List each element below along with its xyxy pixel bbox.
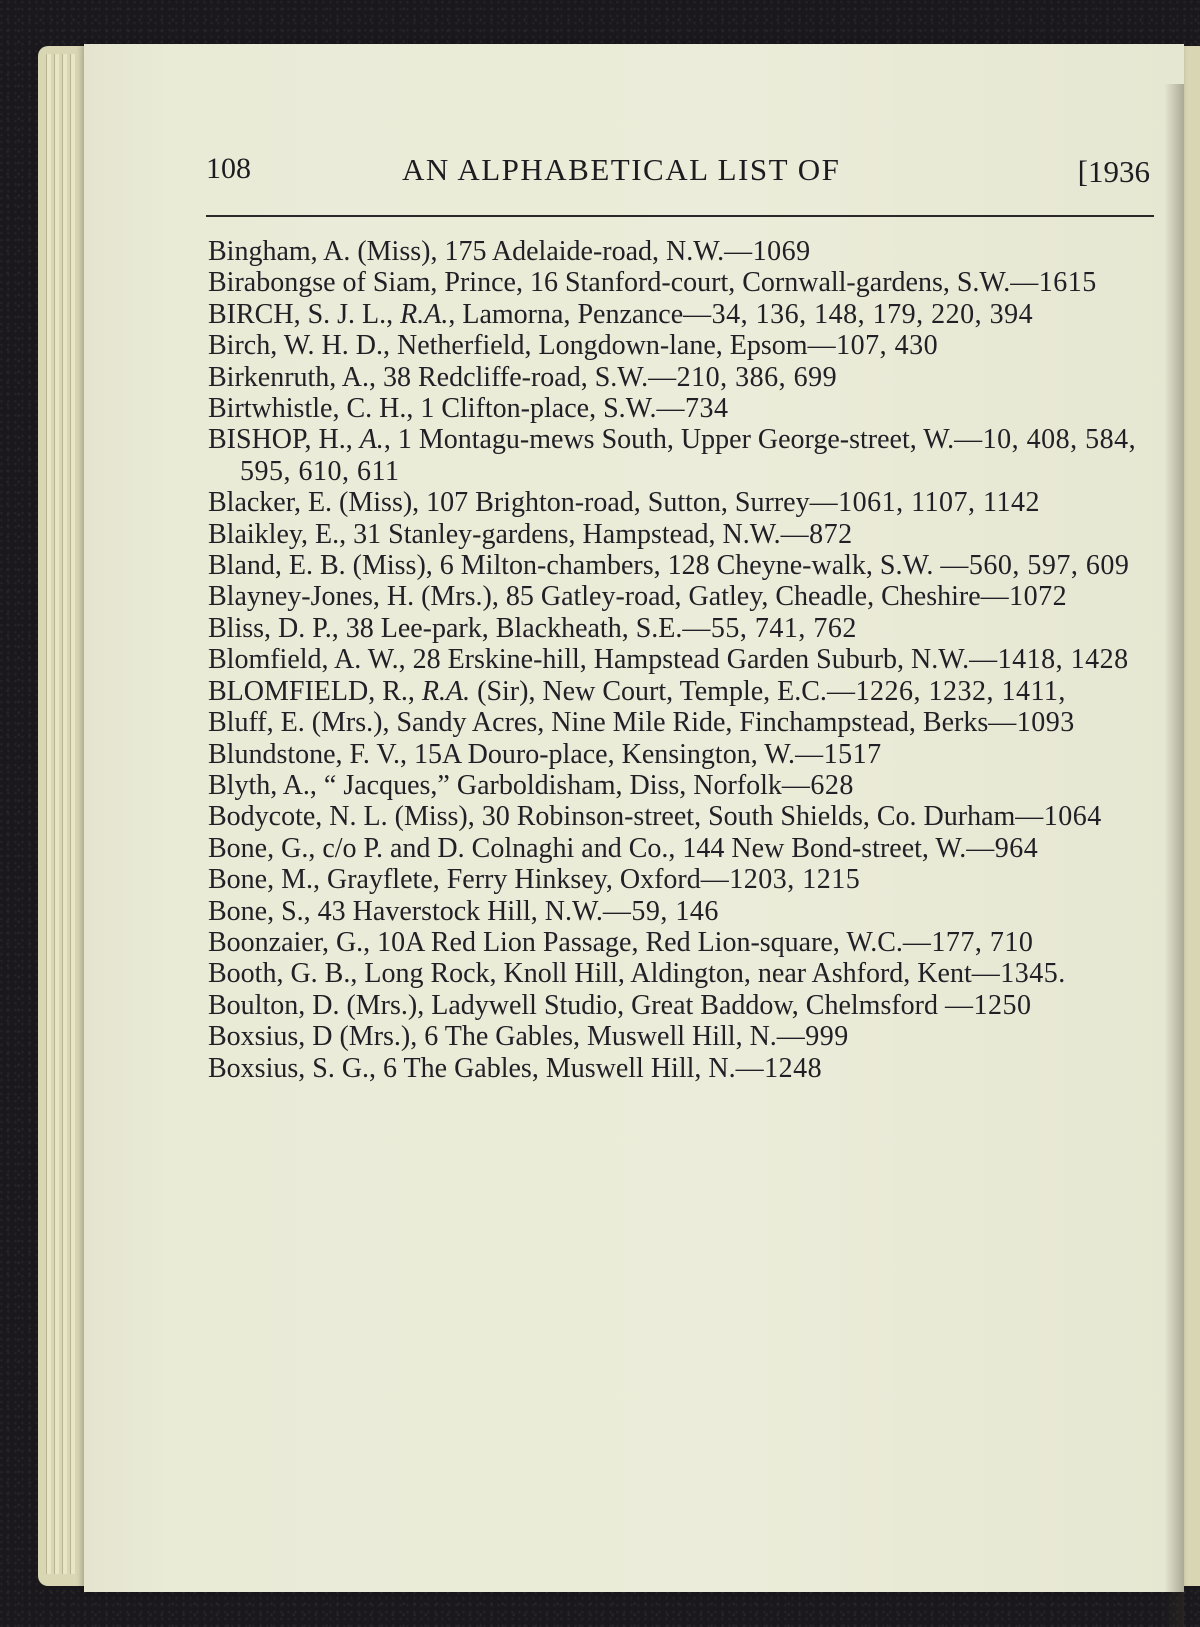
entry-text: Bone, G., c/o P. and D. Colnaghi and Co., 144 New Bond-street, W. [208,832,967,864]
entry-text: Blyth, A., “ Jacques,” Garboldisham, Diss, Norfolk [208,769,782,801]
entry-refs: —1203, 1215 [700,864,861,896]
entry-text: Blaikley, E., 31 Stanley-gardens, Hampstead, N.W. [208,518,781,550]
entry-text: Bland, E. B. (Miss), 6 Milton-chambers, 128 Cheyne-walk, S.W. [208,550,941,582]
entry-text: Birch, W. H. D., Netherfield, Longdown-lane, Epsom [208,330,808,362]
list-item [208,299,1168,330]
entry-refs: —1093 [988,707,1075,739]
list-item [208,896,1168,927]
list-item [208,739,1168,770]
entry-refs: —1248 [735,1052,823,1084]
entry-distinction: R.A. [421,675,471,707]
list-item [208,1053,1168,1084]
entry-text: Blacker, E. (Miss), 107 Brighton-road, Sutton, Surrey [208,487,810,519]
page-edge [62,54,67,1574]
entry-refs: —1064 [1015,801,1102,833]
list-item [208,424,1168,487]
entry-refs: —1615 [1010,267,1097,299]
list-item [208,958,1168,989]
entry-text: Bone, M., Grayflete, Ferry Hinksey, Oxford [208,864,701,896]
entry-refs: —210, 386, 699 [648,361,838,393]
entry-text: Birkenruth, A., 38 Redcliffe-road, S.W. [208,361,649,393]
list-item [208,362,1168,393]
entry-text: BISHOP, H., [208,424,360,456]
entry-text: Birabongse of Siam, Prince, 16 Stanford-court, Cornwall-gardens, S.W. [208,267,1011,299]
entry-text: Bliss, D. P., 38 Lee-park, Blackheath, S.E. [208,612,683,644]
list-item [208,864,1168,895]
list-item [208,487,1168,518]
entry-text: Boulton, D. (Mrs.), Ladywell Studio, Great Baddow, Chelmsford [208,989,945,1021]
page-edge [54,54,59,1574]
entry-text-rest: , Lamorna, Penzance [448,298,684,330]
entry-refs: —59, 146 [602,895,719,927]
entry-distinction: A. [359,424,384,456]
entry-refs: —1069 [724,236,811,267]
list-item [208,236,1168,267]
list-item [208,707,1168,738]
entry-text: BIRCH, S. J. L., [208,298,401,330]
entry-text-rest: (Sir), New Court, Temple, E.C. [470,675,827,707]
entry-text: Blomfield, A. W., 28 Erskine-hill, Hampstead Garden Suburb, N.W. [208,644,970,676]
entry-text: Bluff, E. (Mrs.), Sandy Acres, Nine Mile Ride, Finchampstead, Berks [208,707,989,739]
page-edge [70,54,75,1574]
list-item [208,927,1168,958]
entry-refs: —10, 408, 584, 595, 610, 611 [240,424,1137,487]
entry-text: BLOMFIELD, R., [208,675,422,707]
year-marker: [1936 [1077,154,1150,189]
entry-refs: —560, 597, 609 [940,550,1130,582]
entry-text: Bodycote, N. L. (Miss), 30 Robinson-street, South Shields, Co. Durham [208,801,1016,833]
list-item [208,990,1168,1021]
page-number: 108 [206,152,251,185]
entry-text: Boxsius, S. G., 6 The Gables, Muswell Hill, N. [208,1052,736,1084]
list-item [208,267,1168,298]
entry-refs: —1226, 1232, 1411, [826,675,1066,707]
running-head [206,150,1150,196]
entry-refs: —1072 [980,581,1068,613]
list-item [208,644,1168,675]
entry-refs: —628 [781,769,854,801]
entry-refs: —1345. [971,958,1066,990]
entry-distinction: R.A. [400,298,449,330]
list-item [208,1021,1168,1052]
entry-refs: —872 [780,518,853,550]
entry-refs: —1418, 1428 [969,644,1129,676]
list-item [208,676,1168,707]
list-item [208,393,1168,424]
list-item [208,770,1168,801]
entry-refs: —107, 430 [807,330,939,362]
list-item [208,550,1168,581]
entry-text: Bingham, A. (Miss), 175 Adelaide-road, N.W. [208,236,725,267]
entry-refs: —964 [966,832,1039,864]
list-item [208,613,1168,644]
entry-list [208,236,1168,1084]
entry-text: Boonzaier, G., 10A Red Lion Passage, Red Lion-square, W.C. [208,926,903,958]
entry-refs: —177, 710 [902,926,1034,958]
entry-refs: —1517 [795,738,882,770]
entry-text: Blayney-Jones, H. (Mrs.), 85 Gatley-road, Gatley, Cheadle, Cheshire [208,581,981,613]
entry-text: Blundstone, F. V., 15A Douro-place, Kensington, W. [208,738,796,770]
entry-refs: —55, 741, 762 [682,612,857,644]
entry-refs: —1250 [944,989,1032,1021]
entry-refs: —734 [656,393,729,425]
list-item [208,519,1168,550]
entry-text: Booth, G. B., Long Rock, Knoll Hill, Aldington, near Ashford, Kent [208,958,972,990]
entry-text-rest: , 1 Montagu-mews South, Upper George-street, W. [383,424,955,456]
header-rule [206,215,1154,217]
entry-text: Birtwhistle, C. H., 1 Clifton-place, S.W. [208,393,657,425]
list-item [208,330,1168,361]
list-item [208,581,1168,612]
page-title: AN ALPHABETICAL LIST OF [402,152,841,187]
entry-text: Bone, S., 43 Haverstock Hill, N.W. [208,895,603,927]
entry-refs: —1061, 1107, 1142 [809,487,1040,519]
page-edge [46,54,51,1574]
entry-refs: —999 [776,1021,849,1053]
list-item [208,801,1168,832]
list-item [208,833,1168,864]
entry-text: Boxsius, D (Mrs.), 6 The Gables, Muswell Hill, N. [208,1021,777,1053]
entry-refs: —34, 136, 148, 179, 220, 394 [683,298,1034,330]
